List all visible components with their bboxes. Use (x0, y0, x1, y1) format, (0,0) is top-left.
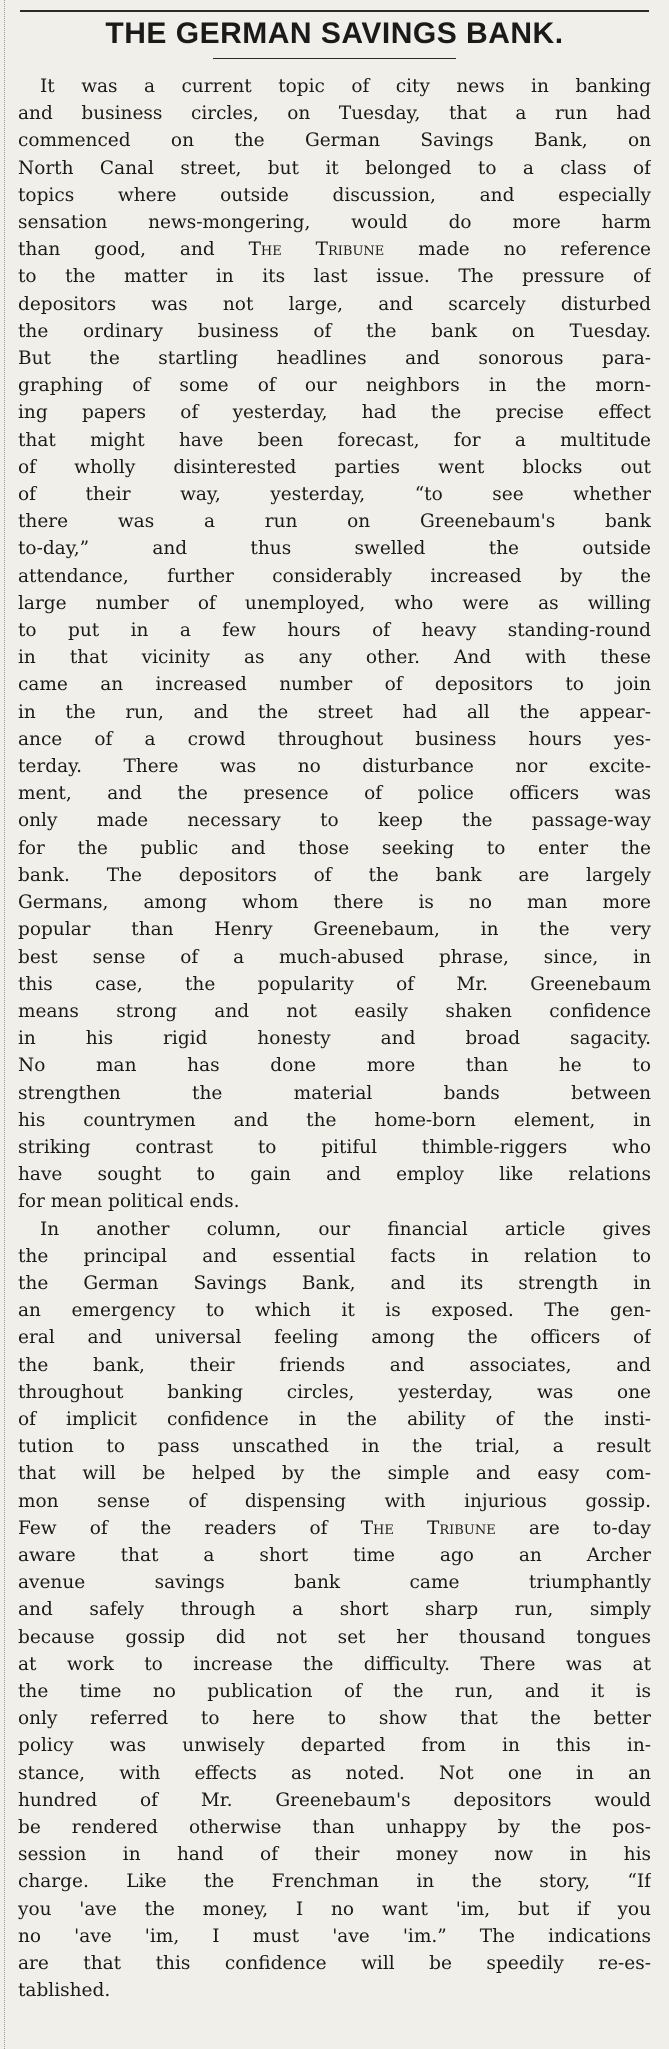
article-line: be rendered otherwise than unhappy by the pos- (18, 1817, 651, 1838)
article-line: for mean political ends. (18, 1191, 240, 1213)
article-line: charge. Like the Frenchman in the story, “If (18, 1871, 651, 1893)
article-line: North Canal street, but it belonged to a class of (18, 157, 651, 179)
article-line: session in hand of their money now in his (18, 1844, 651, 1866)
article-line: No man has done more than he to (18, 1055, 651, 1077)
article-line: the ordinary business of the bank on Tuesday. (18, 320, 651, 342)
article-line: that will be helped by the simple and easy com- (18, 1463, 651, 1485)
article-line: Few of the readers of The Tribune are to-day (18, 1517, 651, 1539)
article-line: avenue savings bank came triumphantly (18, 1572, 651, 1594)
article-line: aware that a short time ago an Archer (18, 1544, 651, 1566)
article-line: at work to increase the difficulty. There was at (18, 1653, 651, 1675)
article-line: bank. The depositors of the bank are largely (18, 864, 651, 886)
article-line: striking contrast to pitiful thimble-riggers who (18, 1136, 651, 1158)
article-line: In another column, our financial article gives (40, 1218, 651, 1240)
article-line: that might have been forecast, for a multitude (18, 429, 651, 451)
article-line: graphing of some of our neighbors in the morn- (18, 375, 651, 397)
article-line: tution to pass unscathed in the trial, a result (18, 1436, 651, 1458)
article-line: It was a current topic of city news in banking (40, 76, 651, 97)
article-line: came an increased number of depositors to join (18, 674, 651, 696)
article-line: have sought to gain and employ like relations (18, 1164, 651, 1186)
article-line: strengthen the material bands between (18, 1082, 651, 1104)
article-line: tablished. (18, 1980, 111, 2002)
article-line: no 'ave 'im, I must 'ave 'im.” The indications (18, 1925, 651, 1947)
article-line: ance of a crowd throughout business hours yes- (18, 728, 651, 750)
article-line: because gossip did not set her thousand tongues (18, 1626, 651, 1648)
article-line: than good, and The Tribune made no reference (18, 239, 651, 261)
article-line: means strong and not easily shaken confidence (18, 1000, 651, 1022)
article-line: ment, and the presence of police officers was (18, 783, 651, 805)
article-line: in his rigid honesty and broad sagacity. (18, 1028, 651, 1050)
article-line: an emergency to which it is exposed. The gen- (18, 1300, 651, 1322)
top-rule (20, 10, 649, 12)
article-line: and safely through a short sharp run, simply (18, 1599, 651, 1621)
article-line: Germans, among whom there is no man more (18, 892, 651, 914)
article-paragraph-1 (14, 73, 655, 1216)
article-line: of their way, yesterday, “to see whether (18, 484, 651, 506)
article-line: the German Savings Bank, and its strength in (18, 1272, 651, 1294)
article-line: terday. There was no disturbance nor excite- (18, 756, 651, 778)
article-line: eral and universal feeling among the officers of (18, 1327, 651, 1349)
article-line: his countrymen and the home-born element, in (18, 1109, 651, 1131)
article-line: sensation news-mongering, would do more harm (18, 212, 651, 234)
article-line: of wholly disinterested parties went blocks out (18, 456, 651, 478)
article-paragraph-2 (14, 1216, 655, 2005)
article-line: hundred of Mr. Greenebaum's depositors would (18, 1789, 651, 1811)
article-headline: THE GERMAN SAVINGS BANK. (105, 17, 564, 50)
article-line: in the run, and the street had all the appear- (18, 701, 651, 723)
headline-rule (213, 58, 457, 59)
article-line: there was a run on Greenebaum's bank (18, 511, 651, 533)
column-edge (4, 0, 5, 2049)
article-line: best sense of a much-abused phrase, since, in (18, 946, 651, 968)
article-line: topics where outside discussion, and especially (18, 184, 651, 206)
article-line: for the public and those seeking to enter the (18, 837, 651, 859)
article-line: ing papers of yesterday, had the precise effect (18, 402, 651, 424)
article-line: are that this confidence will be speedily re-es- (18, 1953, 651, 1975)
article-line: to put in a few hours of heavy standing-round (18, 620, 651, 642)
article-line: the principal and essential facts in relation to (18, 1245, 651, 1267)
article-line: to the matter in its last issue. The pressure of (18, 266, 651, 288)
article-line: only referred to here to show that the better (18, 1708, 651, 1730)
article-line: this case, the popularity of Mr. Greenebaum (18, 973, 651, 995)
article-line: large number of unemployed, who were as willing (18, 592, 651, 614)
article-line: mon sense of dispensing with injurious gossip. (18, 1490, 651, 1512)
article-line: depositors was not large, and scarcely disturbed (18, 293, 651, 315)
article-line: stance, with effects as noted. Not one in an (18, 1762, 651, 1784)
article-line: to-day,” and thus swelled the outside (18, 538, 651, 560)
article-line: popular than Henry Greenebaum, in the very (18, 919, 651, 941)
article-line: But the startling headlines and sonorous para- (18, 348, 651, 370)
article-line: attendance, further considerably increased by the (18, 565, 651, 587)
article-line: you 'ave the money, I no want 'im, but if you (18, 1898, 651, 1920)
article-line: the bank, their friends and associates, and (18, 1354, 651, 1376)
article-line: the time no publication of the run, and it is (18, 1680, 651, 1702)
article-line: in that vicinity as any other. And with these (18, 647, 651, 669)
article-line: of implicit confidence in the ability of the insti- (18, 1408, 651, 1430)
article-line: and business circles, on Tuesday, that a run had (18, 103, 651, 125)
article-line: throughout banking circles, yesterday, was one (18, 1381, 651, 1403)
article-line: policy was unwisely departed from in this in- (18, 1735, 651, 1757)
article-line: only made necessary to keep the passage-way (18, 810, 651, 832)
article-line: commenced on the German Savings Bank, on (18, 130, 651, 152)
